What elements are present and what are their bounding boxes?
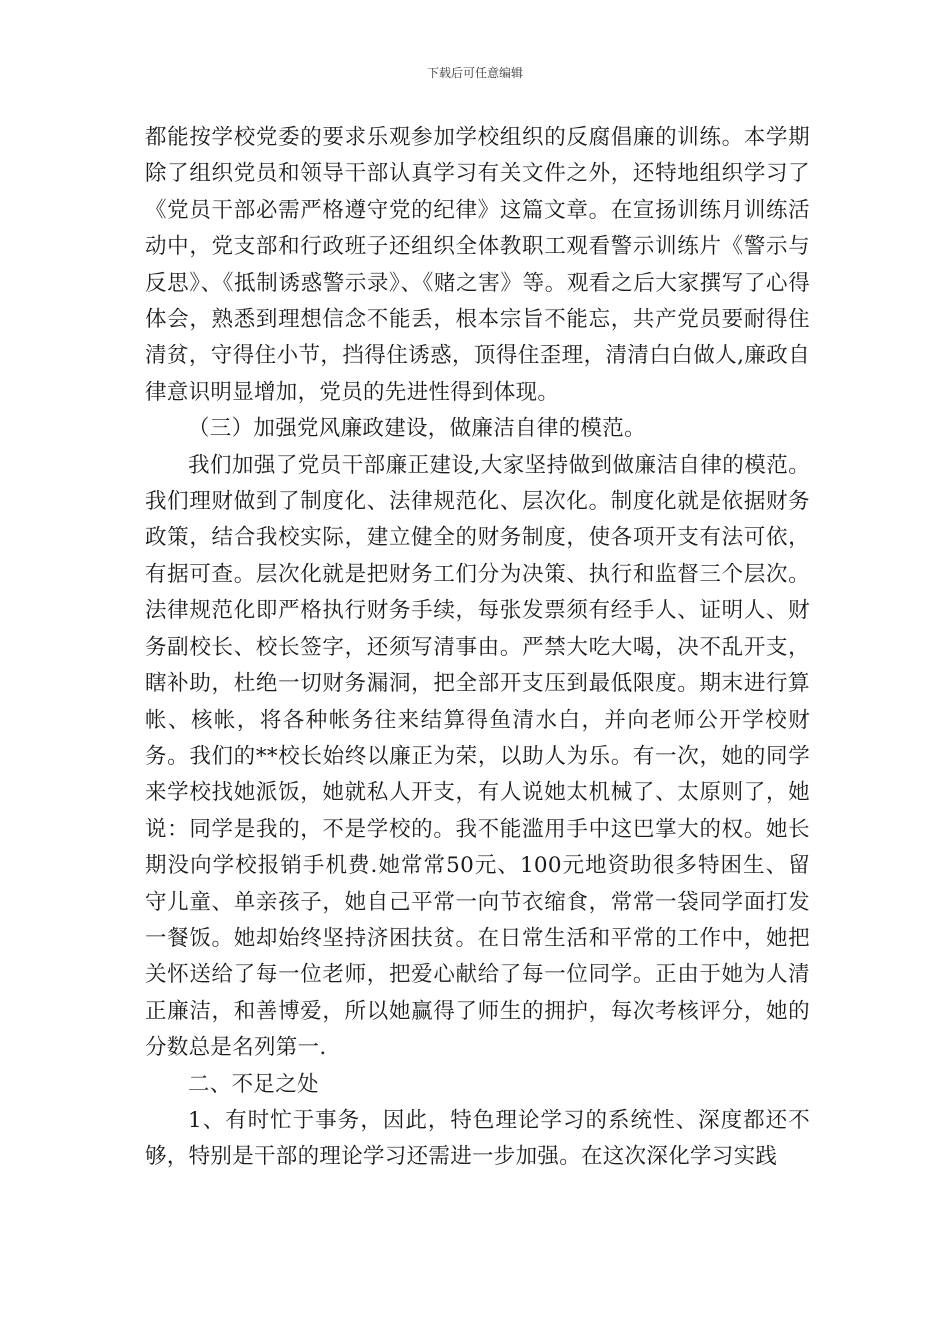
- paragraph-financial-integrity: 我们加强了党员干部廉正建设,大家坚持做到做廉洁自律的模范。我们理财做到了制度化、法律规范化、层次化。制度化就是依据财务政策，结合我校实际，建立健全的财务制度，使各项开支有法可依，有据可查。层次化就是把财务工们分为决策、执行和监督三个层次。法律规范化即严格执行财务手续，每张发票须有经手人、证明人、财务副校长、校长签字，还须写清事由。严禁大吃大喝，决不乱开支，瞎补助，杜绝一切财务漏洞，把全部开支压到最低限度。期末进行算帐、核帐，将各种帐务往来结算得鱼清水白，并向老师公开学校财务。我们的**校长始终以廉正为荣，以助人为乐。有一次，她的同学来学校找她派饭，她就私人开支，有人说她太机械了、太原则了，她说：同学是我的，不是学校的。我不能滥用手中这巴掌大的权。她长期没向学校报销手机费.她常常50元、100元地资助很多特困生、留守儿童、单亲孩子，她自己平常一向节衣缩食，常常一袋同学面打发一餐饭。她却始终坚持济困扶贫。在日常生活和平常的工作中，她把关怀送给了每一位老师，把爱心献给了每一位同学。正由于她为人清正廉洁，和善博爱，所以她赢得了师生的拥护，每次考核评分，她的分数总是名列第一.: [145, 452, 810, 1061]
- section-heading-shortcomings: 二、不足之处: [188, 1071, 319, 1097]
- page-header: 下载后可任意编辑: [426, 66, 523, 80]
- paragraph-shortcoming-1: 1、有时忙于事务，因此，特色理论学习的系统性、深度都还不够，特别是干部的理论学习还需进一步加强。在这次深化学习实践: [145, 1107, 810, 1170]
- section-heading-integrity: （三）加强党风廉政建设，做廉洁自律的模范。: [188, 416, 646, 442]
- document-body: [145, 120, 810, 1176]
- paragraph-discipline-education: 都能按学校党委的要求乐观参加学校组织的反腐倡廉的训练。本学期除了组织党员和领导干部认真学习有关文件之外，还特地组织学习了《党员干部必需严格遵守党的纪律》这篇文章。在宣扬训练月训练活动中，党支部和行政班子还组织全体教职工观看警示训练片《警示与反思》、《抵制诱惑警示录》、《赌之害》等。观看之后大家撰写了心得体会，熟悉到理想信念不能丢，根本宗旨不能忘，共产党员要耐得住清贫，守得住小节，挡得住诱惑，顶得住歪理，清清白白做人,廉政自律意识明显增加，党员的先进性得到体现。: [145, 125, 810, 405]
